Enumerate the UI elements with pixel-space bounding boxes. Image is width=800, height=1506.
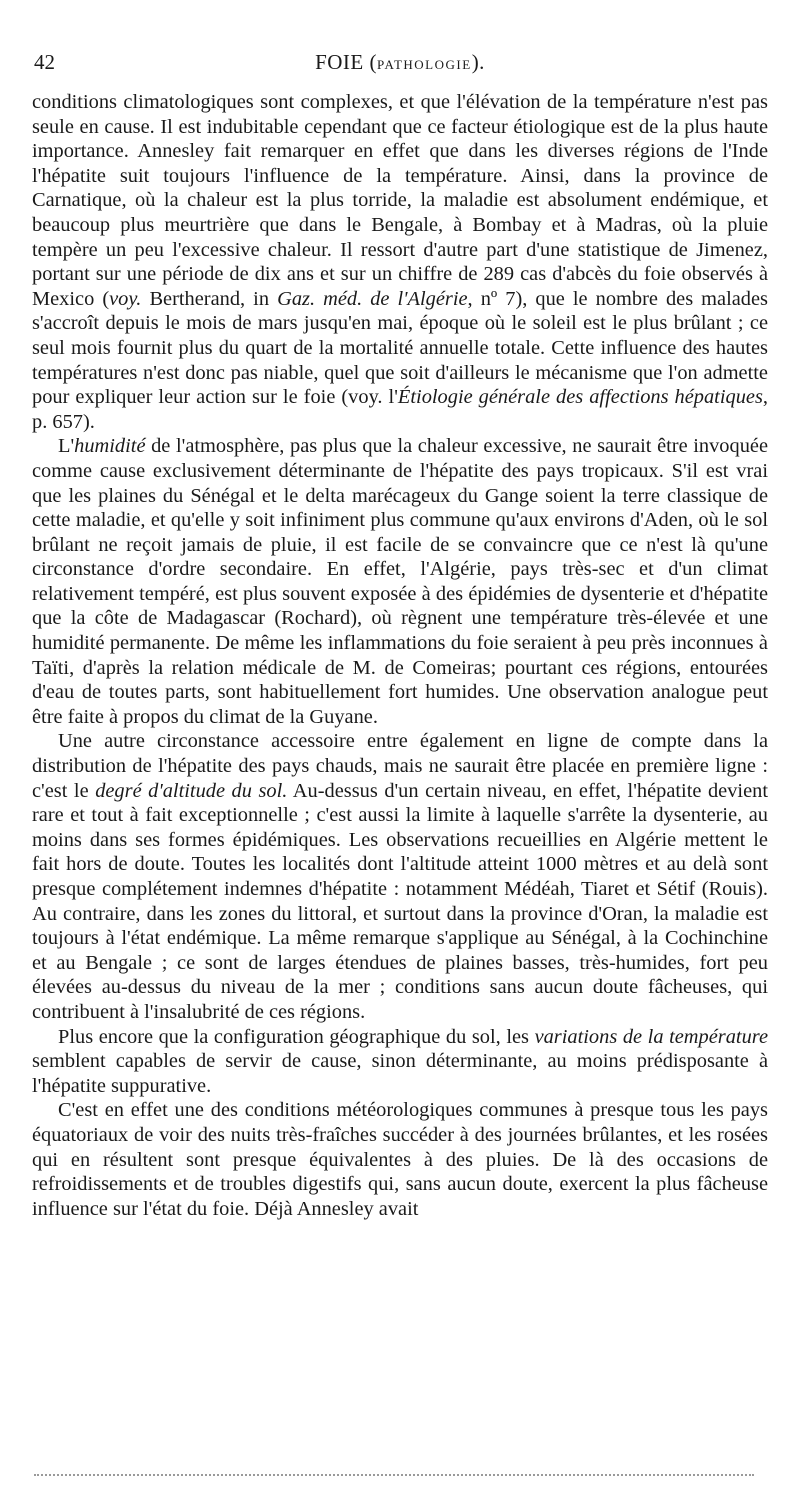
bottom-rule [34, 1474, 754, 1476]
italic-text: Étiologie générale des affections hépatiques [397, 386, 763, 409]
text-run: Une autre circonstance accessoire entre également en ligne de compte dans la distribution de l'hépatite des pays chauds, mais ne saurait être placée en première ligne : c'est le [32, 730, 768, 802]
text-run: C'est en effet une des conditions météorologiques communes à presque tous les pays équatoriaux de voir des nuits très-fraîches succéder à des journées brûlantes, et les rosées qui en résultent sont presque équivalentes à des pluies. De là des occasions de refroidissements et de troubles digestifs qui, sans aucun doute, exercent la plus fâcheuse influence sur l'état du foie. Déjà Annesley avait [32, 1099, 768, 1220]
text-run: de l'atmosphère, pas plus que la chaleur excessive, ne saurait être invoquée comme cause exclusivement déterminante de l'hépatite des pays tropicaux. S'il est vrai que les plaines du Sénégal et le delta marécageux du Gange soient la terre classique de cette maladie, et qu'elle y soit infiniment plus commune qu'aux environs d'Aden, où le sol brûlant ne reçoit jamais de pluie, il est facile de se convaincre que ce n'est là qu'une circonstance d'ordre secondaire. En effet, l'Algérie, pays très-sec et d'un climat relativement tempéré, est plus souvent exposée à des épidémies de dysenterie et d'hépatite que la côte de Madagascar (Rochard), où règnent une température très-élevée et une humidité permanente. De même les inflammations du foie seraient à peu près inconnues à Taïti, d'après la relation médicale de M. de Comeiras; pourtant ces régions, entourées d'eau de toutes parts, sont habituellement fort humides. Une observation analogue peut être faite à propos du climat de la Guyane. [32, 435, 768, 728]
paragraph [32, 90, 768, 434]
italic-text: voy. [109, 287, 142, 310]
italic-text: humidité [74, 435, 146, 458]
paragraph [32, 1025, 768, 1099]
running-head [32, 50, 768, 76]
paragraph [32, 434, 768, 729]
text-run: conditions climatologiques sont complexes, et que l'élévation de la température n'est pas seule en cause. Il est indubitable cependant que ce facteur étiologique est de la plus haute importance. Annesley fait remarquer en effet que dans les diverses régions de l'Inde l'hépatite suit toujours l'influence de la température. Ainsi, dans la province de Carnatique, où la chaleur est la plus torride, la maladie est absolument endémique, et beaucoup plus meurtrière que dans le Bengale, à Bombay et à Madras, où la pluie tempère un peu l'excessive chaleur. Il ressort d'autre part d'une statistique de Jimenez, portant sur une période de dix ans et sur un chiffre de 289 cas d'abcès du foie observés à Mexico ( [32, 91, 768, 310]
italic-text: variations de la température [534, 1025, 768, 1048]
text-run: Bertherand, in [141, 287, 278, 310]
text-run: Au-dessus d'un certain niveau, en effet, l'hépatite devient rare et tout à fait exceptionnelle ; c'est aussi la limite à laquelle s'arrête la dysenterie, au moins dans ses formes épidémiques. Les observations recueillies en Algérie mettent le fait hors de doute. Toutes les localités dont l'altitude atteint 1000 mètres et au delà sont presque complétement indemnes d'hépatite : notamment Médéah, Tiaret et Sétif (Rouis). Au contraire, dans les zones du littoral, et surtout dans la province d'Oran, la maladie est toujours à l'état endémique. La même remarque s'applique au Sénégal, à la Cochinchine et au Bengale ; ce sont de larges étendues de plaines basses, très-humides, fort peu élevées au-dessus du niveau de la mer ; conditions sans aucun doute fâcheuses, qui contribuent à l'insalubrité de ces régions. [32, 779, 768, 1023]
book-page [32, 50, 768, 1221]
running-title: FOIE (PATHOLOGIE). [315, 50, 485, 74]
paragraph [32, 729, 768, 1024]
text-run: L' [58, 435, 75, 458]
italic-text: Gaz. méd. de l'Algérie [277, 287, 468, 310]
page-number: 42 [34, 50, 55, 74]
text-run: Plus encore que la configuration géographique du sol, les [58, 1025, 535, 1048]
running-title-subject: PATHOLOGIE [376, 57, 472, 72]
italic-text: degré d'altitude du sol. [95, 779, 288, 802]
text-run: , nº 7), que le nombre des malades s'accroît depuis le mois de mars jusqu'en mai, époque où le soleil est le plus brûlant ; ce seul mois fournit plus du quart de la mortalité annuelle totale. Cette influence des hautes températures n'est donc pas niable, quel que soit d'ailleurs le mécanisme que l'on admette pour expliquer leur action sur le foie (voy. l' [32, 287, 768, 409]
paragraph [32, 1098, 768, 1221]
text-run: semblent capables de servir de cause, sinon déterminante, au moins prédisposante à l'hépatite suppurative. [32, 1050, 768, 1097]
text-run: , p. 657). [32, 386, 768, 433]
body-text [32, 90, 768, 1221]
